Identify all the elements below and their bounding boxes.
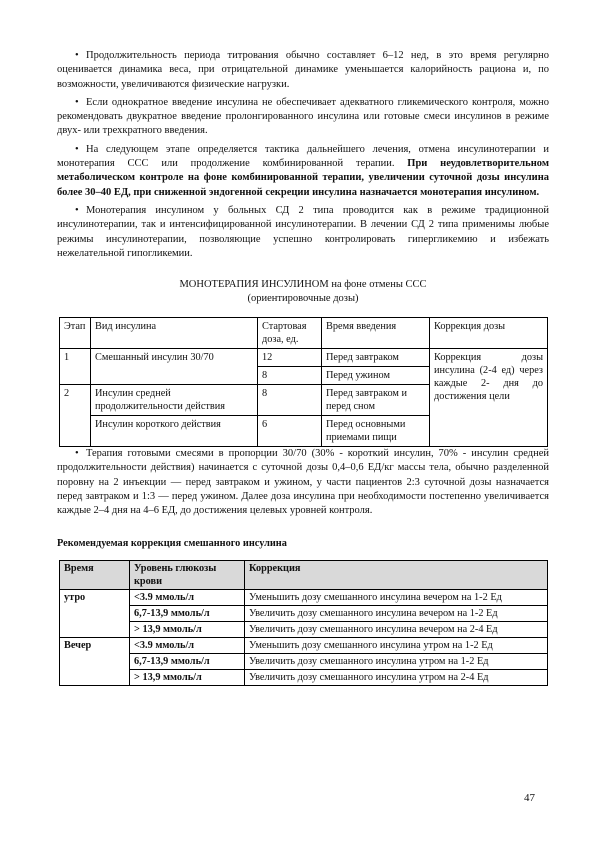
header-cell: Коррекция: [245, 560, 548, 589]
table-row: [60, 621, 548, 637]
bullet-icon: •: [75, 204, 79, 216]
correction-cell: Уменьшить дозу смешанного инсулина утром на 1-2 Ед: [245, 637, 548, 653]
stage-cell: 2: [60, 385, 91, 447]
dose-cell: 6: [258, 416, 322, 447]
glucose-level-cell: <3.9 ммоль/л: [130, 589, 245, 605]
table1-title: [57, 278, 549, 306]
correction-cell: Увеличить дозу смешанного инсулина утром на 1-2 Ед: [245, 653, 548, 669]
stage-cell: 1: [60, 349, 91, 385]
time-cell: Вечер: [60, 637, 130, 685]
time-cell: Перед завтраком и перед сном: [322, 385, 430, 416]
bullet-icon: •: [75, 96, 79, 108]
table1-title-line1: МОНОТЕРАПИЯ ИНСУЛИНОМ на фоне отмены ССС: [179, 279, 427, 291]
table2-title: Рекомендуемая коррекция смешанного инсулина: [57, 537, 287, 549]
bullet-icon: •: [75, 50, 79, 61]
paragraph-next-stage: [57, 143, 549, 200]
paragraph-text: На следующем этапе определяется тактика дальнейшего лечения, отмена инсулинотерапии и монотерапия ССС или продолжение комбинированной терапии.: [57, 143, 549, 170]
time-cell: Перед ужином: [322, 367, 430, 385]
insulin-type-cell: Инсулин короткого действия: [91, 416, 258, 447]
header-cell: Стартовая доза, ед.: [258, 318, 322, 349]
dose-cell: 8: [258, 385, 322, 416]
glucose-level-cell: 6,7-13,9 ммоль/л: [130, 605, 245, 621]
table-row: [60, 589, 548, 605]
time-cell: утро: [60, 589, 130, 637]
correction-cell: Увеличить дозу смешанного инсулина вечером на 1-2 Ед: [245, 605, 548, 621]
header-cell: Вид инсулина: [91, 318, 258, 349]
correction-cell: Уменьшить дозу смешанного инсулина вечером на 1-2 Ед: [245, 589, 548, 605]
paragraph-monotherapy: [57, 204, 549, 261]
page-body: [57, 49, 549, 686]
glucose-level-cell: 6,7-13,9 ммоль/л: [130, 653, 245, 669]
correction-cell: Увеличить дозу смешанного инсулина вечером на 2-4 Ед: [245, 621, 548, 637]
table-row: [60, 349, 548, 367]
paragraph-mix-therapy: [57, 447, 549, 518]
table-row: [60, 637, 548, 653]
table1-title-line2: (ориентировочные дозы): [247, 293, 359, 305]
insulin-type-cell: Смешанный инсулин 30/70: [91, 349, 258, 385]
header-cell: Этап: [60, 318, 91, 349]
glucose-level-cell: <3.9 ммоль/л: [130, 637, 245, 653]
bullet-icon: •: [75, 448, 79, 460]
dose-correction-cell: Коррекция дозы инсулина (2-4 ед) через каждые 2- дня до достижения цели: [430, 349, 548, 447]
header-cell: Уровень глюкозы крови: [130, 560, 245, 589]
table-row: [60, 605, 548, 621]
glucose-level-cell: > 13,9 ммоль/л: [130, 669, 245, 685]
dose-cell: 12: [258, 349, 322, 367]
paragraph-text: Монотерапия инсулином у больных СД 2 типа проводится как в режиме традиционной инсулинотерапии, так и интенсифицированной инсулинотерапии. В лечении СД 2 типа применимы любые режимы инсулинотерапии, позволяющие успешно контролировать гипергликемию и избежать нежелательной гипогликемии.: [57, 204, 549, 259]
insulin-monotherapy-table: [59, 317, 548, 447]
paragraph-double-dose: [57, 96, 549, 139]
dose-cell: 8: [258, 367, 322, 385]
bullet-icon: •: [75, 143, 79, 155]
table-row: [60, 653, 548, 669]
paragraph-text: Если однократное введение инсулина не обеспечивает адекватного гликемического контроля, можно рекомендовать двукратное введение пролонгированного инсулина или готовые смеси инсулинов в режиме двух- или трехкратного введения.: [57, 96, 549, 137]
header-cell: Время: [60, 560, 130, 589]
paragraph-text: Продолжительность периода титрования обычно составляет 6–12 нед, в это время регулярно оценивается динамика веса, при отрицательной динамике уменьшается калорийность рациона и, по возможности, увеличиваются физические нагрузки.: [57, 50, 549, 90]
header-cell: Время введения: [322, 318, 430, 349]
page-number: 47: [524, 792, 535, 804]
time-cell: Перед основными приемами пищи: [322, 416, 430, 447]
glucose-level-cell: > 13,9 ммоль/л: [130, 621, 245, 637]
correction-cell: Увеличить дозу смешанного инсулина утром на 2-4 Ед: [245, 669, 548, 685]
time-cell: Перед завтраком: [322, 349, 430, 367]
paragraph-text: Терапия готовыми смесями в пропорции 30/70 (30% - короткий инсулин, 70% - инсулин средней продолжительности действия) начинается с суточной дозы 0,4–0,6 ЕД/кг массы тела, обычно разделенной поровну на 2 инъекции — перед завтраком и ужином, у части пациентов 2:3 суточной дозы назначается перед завтраком и 1:3 — перед ужином. Далее доза инсулина при необходимости постепенно увеличивается каждые 2–4 дня на 4–6 ЕД, до достижения целевых уровней контроля.: [57, 448, 549, 517]
paragraph-bold-text: При неудовлетворительном метаболическом контроле на фоне комбинированной терапии, увеличении суточной дозы инсулина более 30–40 ЕД, при сниженной эндогенной секреции инсулина назначается монотерапия инсулином.: [57, 158, 549, 198]
table-header-row: [60, 560, 548, 589]
insulin-type-cell: Инсулин средней продолжительности действия: [91, 385, 258, 416]
paragraph-titration: [57, 49, 549, 92]
mixed-insulin-correction-table: [59, 560, 548, 686]
table-row: [60, 669, 548, 685]
table-header-row: [60, 318, 548, 349]
header-cell: Коррекция дозы: [430, 318, 548, 349]
